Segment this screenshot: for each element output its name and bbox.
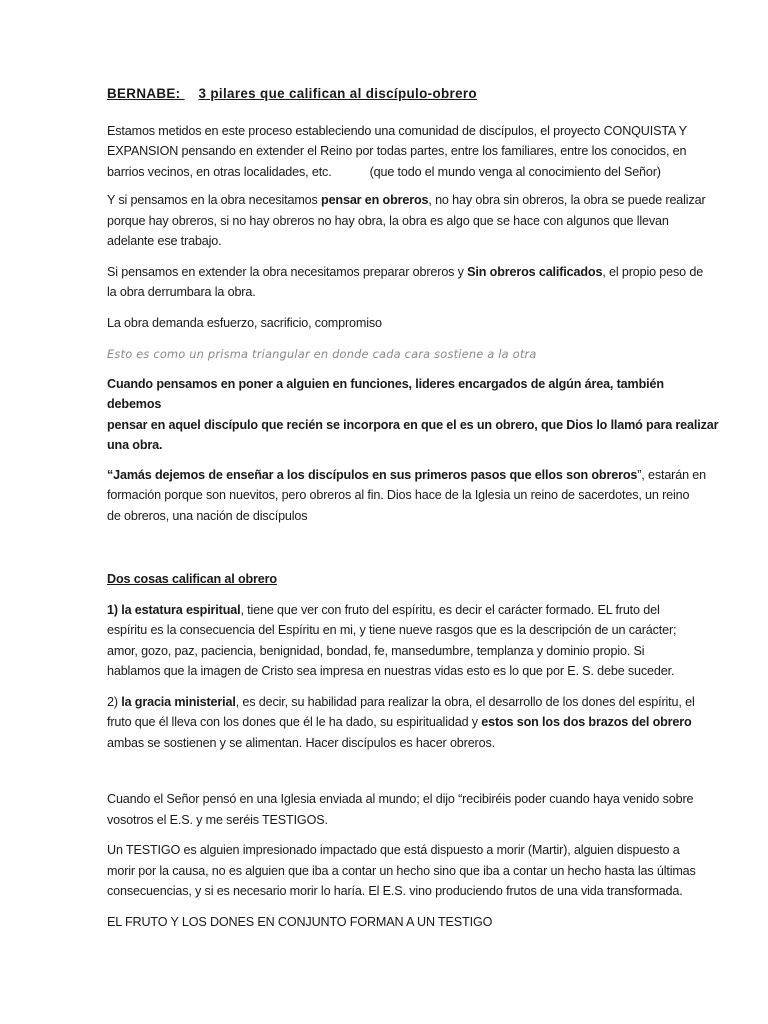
text: porque hay obreros, si no hay obreros no hay obra, la obra es algo que se hace con algunos que llevan xyxy=(107,213,669,228)
paragraph-senor xyxy=(107,789,719,830)
text: Cuando el Señor pensó en una Iglesia enviada al mundo; el dijo “recibiréis poder cuando haya venido sobre xyxy=(107,792,694,806)
line: Estamos metidos en este proceso estableciendo una comunidad de discípulos, el proyecto CONQUISTA Y xyxy=(107,123,687,138)
bold-text: 1) xyxy=(107,602,122,617)
line: EXPANSION pensando en extender el Reino por todas partes, entre los familiares, entre los conocidos, en xyxy=(107,144,687,158)
text: Un TESTIGO es alguien impresionado impactado que está dispuesto a morir (Martir), alguien dispuesto a xyxy=(107,843,680,857)
paragraph-demanda: La obra demanda esfuerzo, sacrificio, compromiso xyxy=(107,315,382,330)
text: fruto que él lleva con los dones que él le ha dado, su espiritualidad y xyxy=(107,715,482,729)
title-name: BERNABE: xyxy=(107,86,181,101)
handwritten-note: Esto es como un prisma triangular en donde cada cara sostiene a la otra xyxy=(107,347,537,361)
heading-text: Dos cosas califican al obrero xyxy=(107,572,277,586)
paragraph-conclusion: EL FRUTO Y LOS DONES EN CONJUNTO FORMAN A UN TESTIGO xyxy=(107,914,493,929)
bold-text: estos son los dos brazos del obrero xyxy=(481,715,692,729)
text: Cuando pensamos en poner a alguien en funciones, lideres encargados de algún área, también debemos xyxy=(107,376,664,411)
paragraph-testigo xyxy=(107,840,719,902)
text: vosotros el E.S. y me seréis TESTIGOS. xyxy=(107,812,328,827)
text: , es decir, su habilidad para realizar la obra, el desarrollo de los dones del espíritu, el xyxy=(235,694,695,709)
paragraph-gracia xyxy=(107,692,719,754)
document-body xyxy=(107,84,719,932)
paragraph-estatura xyxy=(107,600,719,682)
document-title xyxy=(107,84,719,105)
bold-text: Sin obreros calificados xyxy=(467,264,603,279)
text: , tiene que ver con fruto del espíritu, es decir el carácter formado. EL fruto del xyxy=(240,602,660,617)
bold-text: “Jamás dejemos de enseñar a los discípulos en sus primeros pasos que ellos son obreros xyxy=(107,467,638,482)
text: formación porque son nuevitos, pero obreros al fin. Dios hace de la Iglesia un reino de sacerdotes, un reino xyxy=(107,488,690,502)
paragraph-intro xyxy=(107,121,719,183)
line: (que todo el mundo venga al conocimiento del Señor) xyxy=(369,164,661,179)
text: amor, gozo, paz, paciencia, benignidad, bondad, fe, mansedumbre, templanza y dominio propio. Si xyxy=(107,643,645,658)
text: Si pensamos en extender la obra necesitamos preparar obreros y xyxy=(107,264,468,279)
text: ”, estarán en xyxy=(637,467,706,482)
text: pensar en aquel discípulo que recién se incorpora en que el es un obrero, que Dios lo llamó para realizar xyxy=(107,417,719,432)
paragraph-calificados xyxy=(107,262,719,303)
paragraph-funciones xyxy=(107,374,719,456)
bold-text: pensar en obreros xyxy=(321,193,429,207)
title-subject: 3 pilares que califican al discípulo-obrero xyxy=(198,86,477,101)
paragraph-obreros xyxy=(107,190,719,252)
text: una obra. xyxy=(107,438,163,452)
text: morir por la causa, no es alguien que iba a contar un hecho sino que iba a contar un hecho hasta las últimas xyxy=(107,863,696,878)
text: ambas se sostienen y se alimentan. Hacer discípulos es hacer obreros. xyxy=(107,735,495,750)
text: , el propio peso de xyxy=(602,264,704,279)
paragraph-quote xyxy=(107,465,719,527)
text: adelante ese trabajo. xyxy=(107,234,222,248)
bold-text: la gracia ministerial xyxy=(121,694,236,709)
text: 2) xyxy=(107,694,122,709)
text: Y si pensamos en la obra necesitamos xyxy=(107,193,322,207)
line: barrios vecinos, en otras localidades, etc. xyxy=(107,164,332,179)
bold-text: la estatura espiritual xyxy=(121,602,241,617)
section-heading xyxy=(107,569,719,590)
text: de obreros, una nación de discípulos xyxy=(107,508,308,523)
text: , no hay obra sin obreros, la obra se puede realizar xyxy=(428,193,706,207)
text: hablamos que la imagen de Cristo sea impresa en nuestras vidas esto es lo que por E. S. debe suceder. xyxy=(107,664,675,678)
text: consecuencias, y si es necesario morir lo haría. El E.S. vino produciendo frutos de una vida transformada. xyxy=(107,884,683,898)
text: la obra derrumbara la obra. xyxy=(107,285,256,299)
text: espíritu es la consecuencia del Espíritu en mi, y tiene nueve rasgos que es la descripción de un carácter; xyxy=(107,623,677,637)
